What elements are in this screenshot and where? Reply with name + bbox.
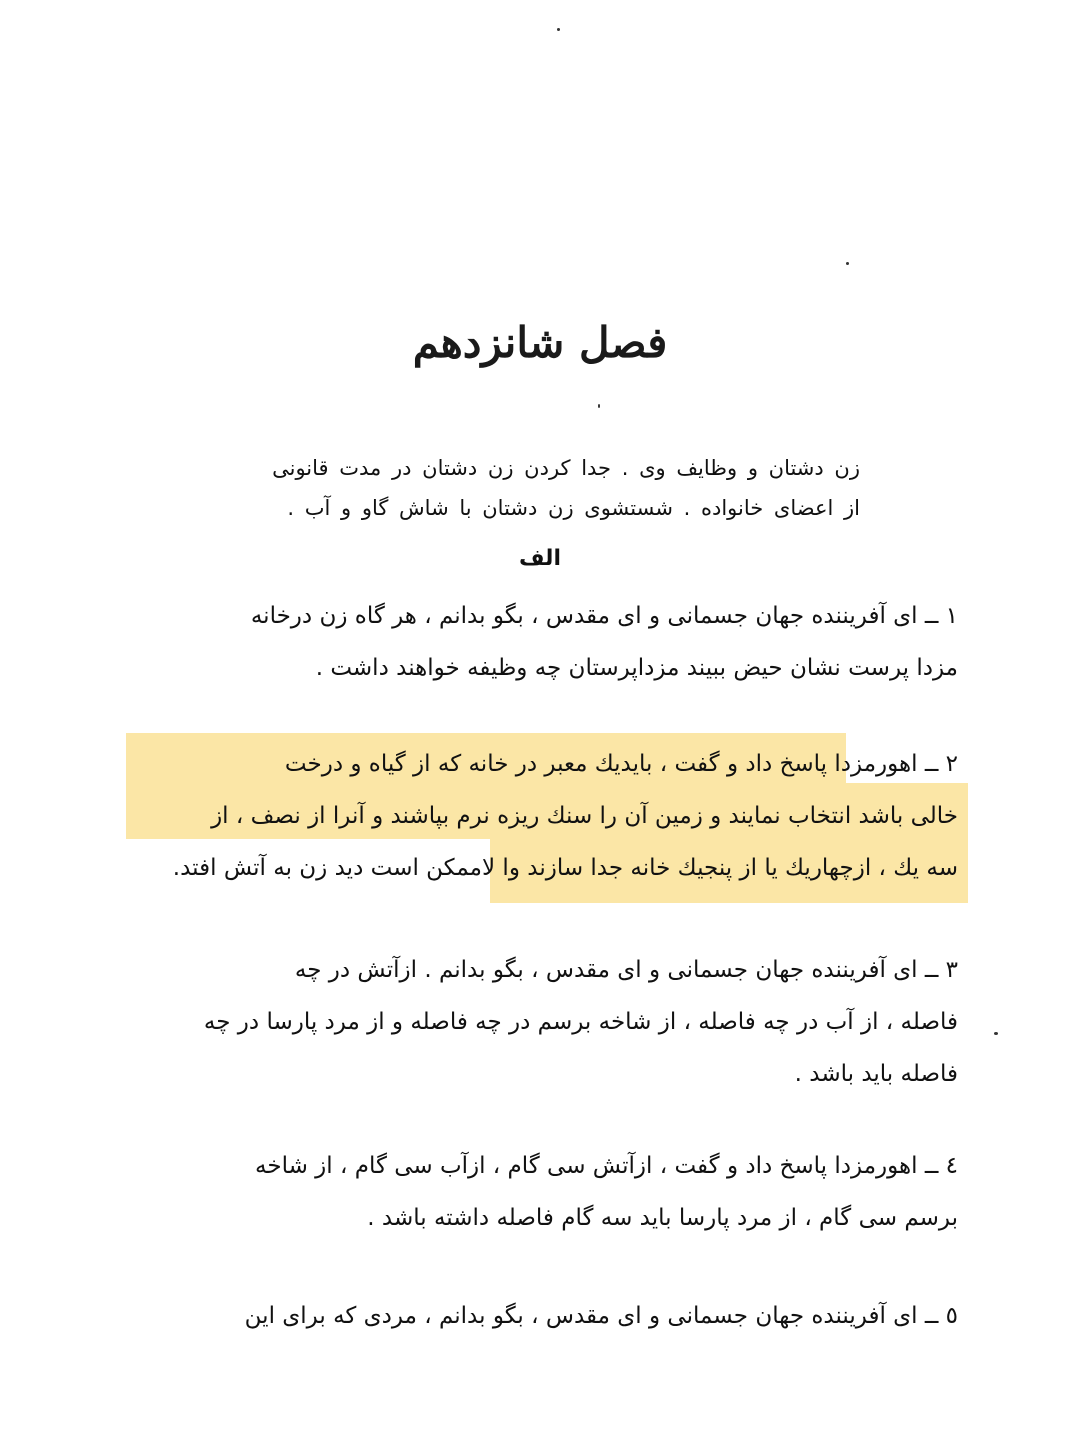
paragraph-line: ۲ ــ اهورمزدا پاسخ داد و گفت ، بایدیك معبر در خانه که از گیاه و درخت [284, 751, 958, 777]
paragraph-4 [128, 1140, 958, 1244]
paragraph-line [128, 842, 958, 894]
paragraph-5 [128, 1290, 958, 1342]
paragraph-line: فاصله ، از آب در چه فاصله ، از شاخه برسم در چه فاصله و از مرد پارسا در چه [203, 1009, 958, 1035]
paragraph-line: خالی باشد انتخاب نمایند و زمین آن را سنك ریزه نرم بپاشند و آنرا از نصف ، از [211, 803, 958, 829]
paragraph-2 [128, 738, 958, 894]
summary-line: زن دشتان و وظایف وی . جدا کردن زن دشتان در مدت قانونی [272, 456, 860, 480]
scan-speck [846, 262, 849, 265]
paragraph-1 [128, 590, 958, 694]
paragraph-line: ۳ ــ ای آفریننده جهان جسمانی و ای مقدس ، بگو بدانم . ازآتش در چه [294, 957, 958, 983]
summary-line: از اعضای خانواده . شستشوی زن دشتان با شاش گاو و آب . [287, 496, 860, 520]
chapter-summary [220, 448, 860, 528]
paragraph-line: ٤ ــ اهورمزدا پاسخ داد و گفت ، ازآتش سی گام ، ازآب سی گام ، از شاخه [255, 1153, 958, 1179]
paragraph-line: ۱ ــ ای آفریننده جهان جسمانی و ای مقدس ، بگو بدانم ، هر گاه زن درخانه [250, 603, 958, 629]
scan-speck [557, 28, 560, 31]
paragraph-line: مزدا پرست نشان حیض ببیند مزداپرستان چه وظیفه خواهند داشت . [315, 655, 958, 681]
paragraph-line: برسم سی گام ، از مرد پارسا باید سه گام فاصله داشته باشد . [367, 1205, 958, 1231]
paragraph-3 [128, 944, 958, 1100]
section-label: الف [518, 546, 561, 571]
paragraph-line: ٥ ــ ای آفریننده جهان جسمانی و ای مقدس ، بگو بدانم ، مردی که برای این [244, 1303, 958, 1329]
paragraph-line: فاصله باید باشد . [794, 1061, 958, 1087]
chapter-title: فصل شانزدهم [412, 318, 668, 367]
scan-speck [598, 404, 600, 408]
paragraph-line-tail: وا لاممکن است دید زن به آتش افتد. [172, 855, 520, 881]
highlighted-text: سه یك ، ازچهاریك یا از پنجیك خانه جدا سازند [527, 855, 958, 881]
scan-speck [994, 1032, 998, 1035]
